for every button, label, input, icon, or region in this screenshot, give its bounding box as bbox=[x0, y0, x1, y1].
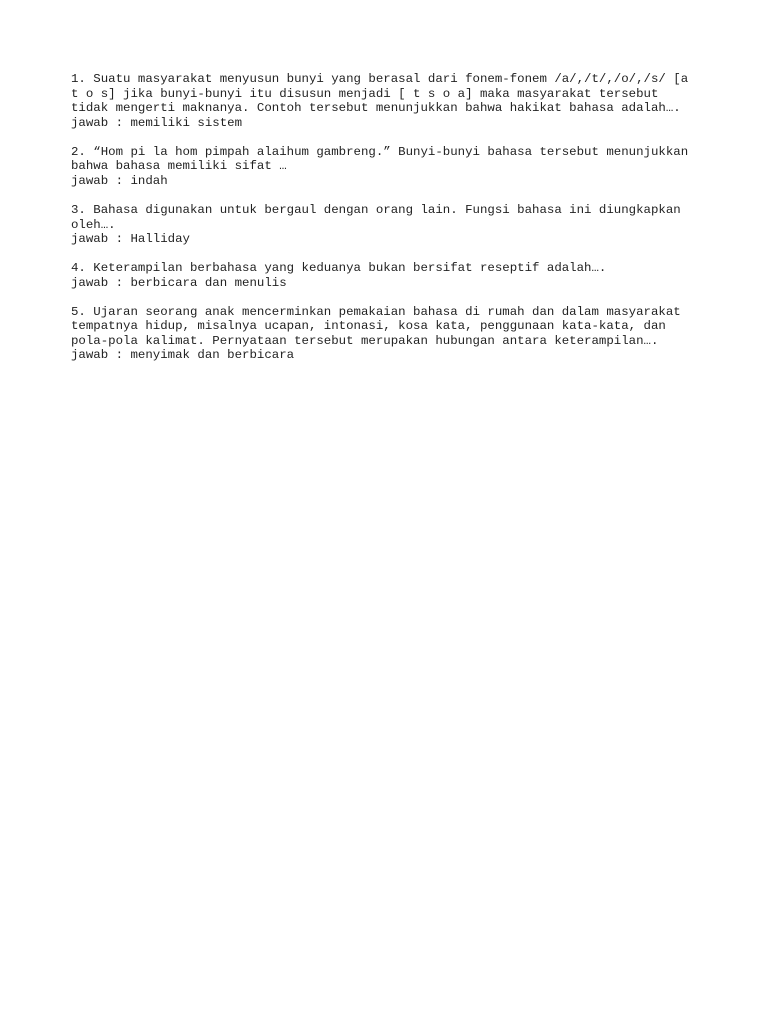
answer-2: jawab : indah bbox=[71, 173, 168, 188]
question-block-5 bbox=[71, 305, 701, 363]
question-2-line-2: bahwa bahasa memiliki sifat … bbox=[71, 159, 287, 174]
question-5-line-1: 5. Ujaran seorang anak mencerminkan pemakaian bahasa di rumah dan dalam masyarakat bbox=[71, 304, 681, 319]
question-4-line-1: 4. Keterampilan berbahasa yang keduanya bukan bersifat reseptif adalah…. bbox=[71, 261, 607, 276]
question-block-3 bbox=[71, 203, 701, 247]
question-3-line-1: 3. Bahasa digunakan untuk bergaul dengan orang lain. Fungsi bahasa ini diungkapkan bbox=[71, 202, 681, 217]
question-3-line-2: oleh…. bbox=[71, 217, 116, 232]
question-1-line-2: t o s] jika bunyi-bunyi itu disusun menjadi [ t s o a] maka masyarakat tersebut bbox=[71, 86, 659, 101]
document-page bbox=[71, 72, 701, 377]
answer-1: jawab : memiliki sistem bbox=[71, 115, 243, 130]
answer-4: jawab : berbicara dan menulis bbox=[71, 275, 287, 290]
question-2-line-1: 2. “Hom pi la hom pimpah alaihum gambreng.” Bunyi-bunyi bahasa tersebut menunjukkan bbox=[71, 144, 689, 159]
question-5-line-3: pola-pola kalimat. Pernyataan tersebut merupakan hubungan antara keterampilan…. bbox=[71, 333, 659, 348]
answer-5: jawab : menyimak dan berbicara bbox=[71, 348, 295, 363]
question-5-line-2: tempatnya hidup, misalnya ucapan, intonasi, kosa kata, penggunaan kata-kata, dan bbox=[71, 319, 666, 334]
answer-3: jawab : Halliday bbox=[71, 232, 190, 247]
question-block-4 bbox=[71, 261, 701, 290]
question-block-2 bbox=[71, 145, 701, 189]
question-block-1 bbox=[71, 72, 701, 130]
question-1-line-3: tidak mengerti maknanya. Contoh tersebut menunjukkan bahwa hakikat bahasa adalah…. bbox=[71, 101, 681, 116]
question-1-line-1: 1. Suatu masyarakat menyusun bunyi yang berasal dari fonem-fonem /a/,/t/,/o/,/s/ [a bbox=[71, 72, 689, 86]
